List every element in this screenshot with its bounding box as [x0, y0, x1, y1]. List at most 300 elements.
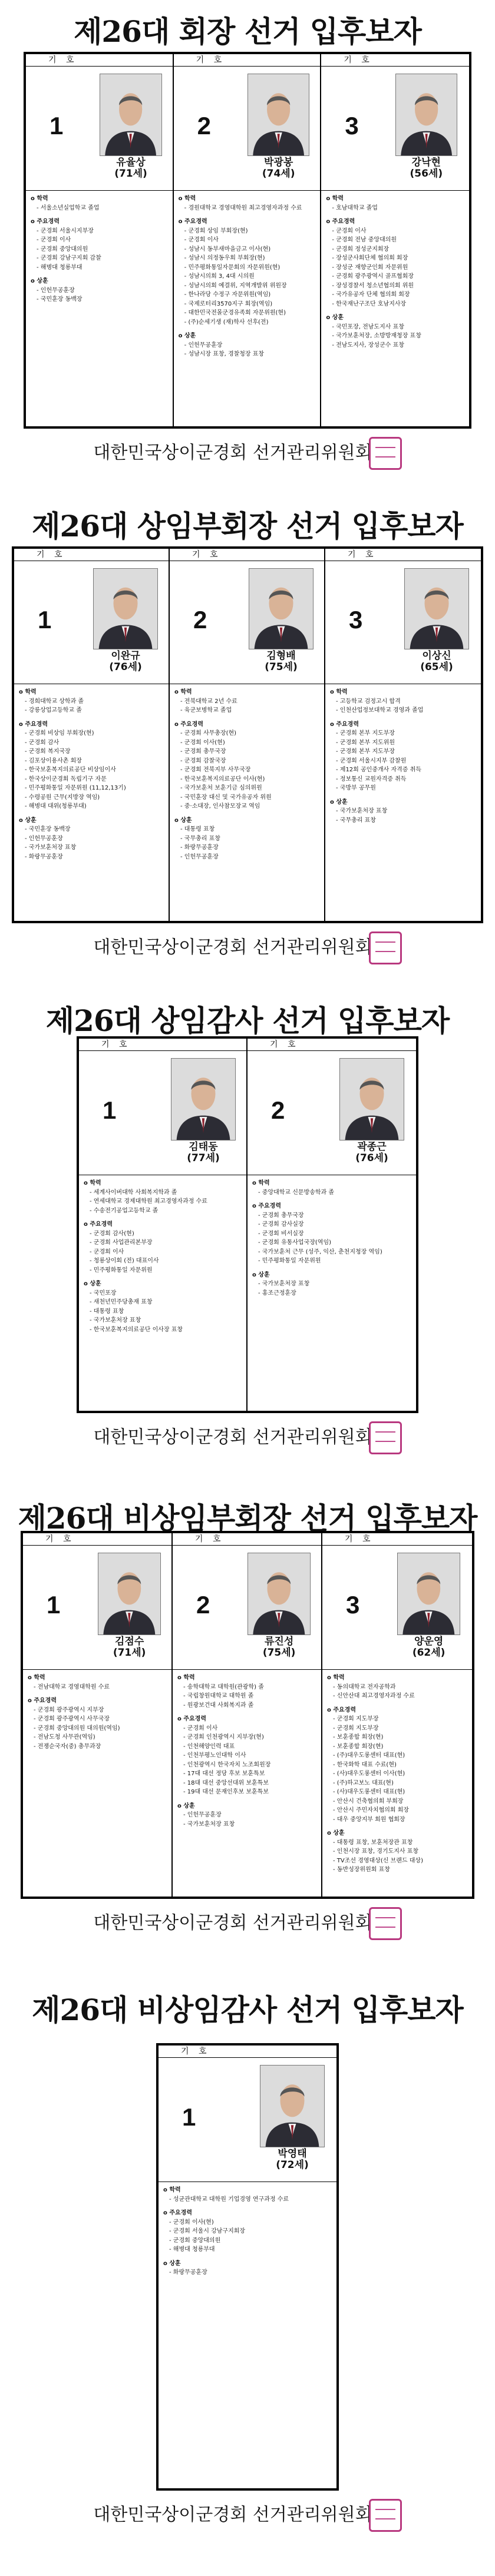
spacer — [177, 1829, 316, 1834]
awards-item: - 인헌무공훈장 — [183, 1812, 222, 1818]
candidate-column — [325, 549, 481, 921]
awards-item: - 인헌무공훈장 — [37, 287, 75, 294]
section-title: 제26대 비상임부회장 선거 입후보자 — [18, 1501, 477, 1536]
candidate-photo — [248, 74, 309, 156]
career-heading: o 주요경력 — [84, 1221, 113, 1228]
career-item: - 장성경찰서 청소년협의회 위원 — [332, 282, 414, 289]
career-item: - 군경회 이사(현) — [169, 2219, 214, 2226]
candidate-number: 1 — [38, 606, 52, 634]
spacer — [84, 1275, 242, 1279]
candidate-info — [330, 688, 476, 830]
edu-item: - 연세대학교 경제대학원 최고경영자과정 수료 — [90, 1198, 207, 1205]
career-item: - 18대 대선 중앙선대위 보훈특보 — [183, 1779, 269, 1786]
candidate-header — [23, 1546, 171, 1670]
candidate-number: 3 — [345, 112, 359, 140]
candidate-age: (74세) — [262, 168, 295, 180]
career-item: - 전쟁순국자(중) 총무과장 — [34, 1743, 101, 1750]
portrait-icon — [98, 1553, 160, 1635]
career-item: - 군경회 감사실장 — [258, 1221, 304, 1228]
edu-heading: o 학력 — [28, 1675, 45, 1681]
candidate-header — [174, 67, 321, 191]
portrait-icon — [396, 74, 457, 155]
career-item: - 민주평화통일 자문위원 — [90, 1267, 153, 1274]
career-item: - 국가보훈처 근무 (성주, 익산, 춘천지청장 역임) — [258, 1248, 382, 1255]
career-item: - 보훈종합 회장(현) — [333, 1734, 384, 1740]
candidate-column — [14, 549, 170, 921]
career-item: - 청룡상이회 (전) 대표이사 — [90, 1258, 159, 1264]
career-item: - 군경회 복지국장 — [25, 748, 71, 755]
spacer — [179, 213, 316, 217]
awards-item: - 대통령 표창 — [180, 826, 215, 833]
awards-item: - 국가보훈처장 표창 — [25, 844, 77, 851]
candidate-header — [322, 1546, 472, 1670]
tag-label: 기 호 — [248, 1039, 416, 1051]
career-item: - 국가보훈처 보훈기금 심의위원 — [180, 785, 262, 791]
spacer — [252, 1266, 411, 1271]
org-name: 대한민국상이군경회 선거관리위원회 — [93, 442, 372, 463]
awards-heading: o 상훈 — [177, 1802, 195, 1809]
edu-item: - 성균관대학교 대학원 기업경영 연구과정 수료 — [169, 2196, 289, 2203]
candidate-header — [321, 67, 469, 191]
edu-heading: o 학력 — [326, 195, 344, 202]
career-item: - 군경회 전남 중앙대의원 — [332, 237, 397, 243]
edu-heading: o 학력 — [252, 1180, 270, 1186]
career-item: - 군경회 서울시 강남구지회장 — [169, 2228, 246, 2234]
career-heading: o 주요경력 — [174, 721, 203, 728]
edu-item: - 육군보병학교 졸업 — [180, 707, 232, 714]
candidate-name: 유율상 — [116, 157, 146, 168]
candidate-name-box — [391, 1636, 466, 1659]
candidate-column — [23, 1533, 173, 1897]
career-item: - 군경회 서울시지부장 — [37, 227, 94, 234]
section-title: 제26대 비상임감사 선거 입후보자 — [32, 1992, 463, 2027]
career-item: - 국가유공자 단체 협의회 회장 — [332, 291, 410, 298]
career-item: - 국제로터리3570지구 회장(역임) — [184, 300, 273, 307]
career-heading: o 주요경력 — [177, 1716, 206, 1722]
candidate-photo — [100, 74, 161, 156]
career-item: - 군경회 서울시지부 감찰원 — [336, 757, 407, 764]
career-item: - 인천광역시 한국자치 노조회원장 — [183, 1761, 271, 1768]
awards-item: - 인헌무공훈장 — [184, 342, 223, 349]
career-item: - 군경회 정성군지회장 — [332, 246, 390, 253]
spacer — [326, 309, 464, 313]
candidate-photo — [93, 568, 158, 649]
awards-item: - 국가보훈처장 표창 — [90, 1317, 141, 1324]
career-item: - 군경회 지도부장 — [333, 1725, 379, 1732]
edu-item: - 강릉상업고등학교 졸 — [25, 707, 82, 714]
career-item: - 19대 대선 문재인후보 보훈특보 — [183, 1789, 269, 1795]
candidate-column — [26, 54, 174, 426]
career-item: - 군경회 이사(현) — [180, 739, 225, 746]
candidate-name: 이완규 — [111, 650, 140, 662]
career-item: - (주)하고보노 대표(현) — [333, 1779, 394, 1786]
edu-item: - 국립창원대학교 대학원 졸 — [183, 1693, 254, 1699]
career-item: - 한국화학 대표 수료(현) — [333, 1761, 397, 1768]
candidate-age: (71세) — [113, 1647, 146, 1659]
candidate-age: (75세) — [265, 661, 298, 673]
spacer — [327, 1701, 467, 1706]
candidate-age: (76세) — [355, 1152, 388, 1164]
candidate-name-box — [87, 651, 164, 673]
candidate-photo — [171, 1058, 236, 1141]
awards-item: - 인헌무공훈장 — [25, 835, 63, 842]
candidate-number: 1 — [47, 1591, 61, 1619]
edu-item: - 신안산대 최고경영자과정 수료 — [333, 1693, 415, 1699]
tag-label: 기 호 — [26, 54, 173, 67]
career-item: - 성남시의회 3, 4대 시의원 — [184, 273, 255, 280]
awards-item: - 동반성장위원회 표창 — [333, 1866, 390, 1873]
org-name: 대한민국상이군경회 선거관리위원회 — [93, 1912, 372, 1934]
candidate-board — [12, 546, 483, 923]
candidate-number: 2 — [197, 112, 212, 140]
candidate-age: (77세) — [187, 1152, 220, 1164]
edu-heading: o 학력 — [163, 2187, 181, 2193]
awards-item: - 인천시장 표창, 경기도지사 표창 — [333, 1848, 419, 1855]
edu-item: - 세계사이버대학 사회복지학과 졸 — [90, 1189, 177, 1196]
candidate-board — [24, 52, 471, 429]
awards-heading: o 상훈 — [84, 1281, 101, 1287]
candidate-name: 강낙현 — [411, 157, 441, 168]
candidate-number: 2 — [196, 1591, 210, 1619]
edu-item: - 중앙대학교 신문방송학과 졸 — [258, 1189, 335, 1196]
candidate-name-box — [254, 2149, 331, 2171]
candidate-photo — [404, 568, 469, 649]
spacer — [163, 2204, 332, 2209]
awards-item: - 국무총리 표창 — [336, 817, 376, 824]
tag-label: 기 호 — [79, 1039, 246, 1051]
candidate-age: (71세) — [114, 168, 147, 180]
candidate-name-box — [242, 1636, 316, 1659]
portrait-icon — [340, 1059, 404, 1140]
candidate-column — [322, 1533, 472, 1897]
candidate-info — [252, 1179, 411, 1302]
career-item: - 군경회 본부 지도위원 — [336, 739, 395, 746]
candidate-header — [79, 1051, 246, 1175]
career-item: - 한나라당 수정구 자문위원(역임) — [184, 291, 271, 298]
career-item: - 제12회 공인중개사 자격증 취득 — [336, 767, 421, 773]
edu-item: - 호남대학교 졸업 — [332, 204, 378, 211]
section-title: 제26대 회장 선거 입후보자 — [74, 14, 421, 49]
career-item: - 성남시 동부새마을금고 이사(현) — [184, 246, 271, 253]
career-item: - 군경회 본부 지도부장 — [336, 748, 395, 755]
org-footer — [0, 437, 495, 470]
edu-item: - 경희대학교 상학과 졸 — [25, 698, 84, 705]
spacer — [28, 1751, 167, 1756]
awards-item: - 국가보훈처장, 소방방재청장 표창 — [332, 333, 421, 339]
candidate-name: 이상신 — [422, 650, 451, 662]
candidate-header — [14, 561, 169, 684]
career-heading: o 주요경력 — [28, 1698, 57, 1704]
career-item: - 군경회 인천광역시 지부장(현) — [183, 1734, 264, 1740]
awards-heading: o 상훈 — [252, 1271, 270, 1278]
career-item: - 군경회 사업관리본부장 — [90, 1239, 153, 1246]
awards-item: - 화랑무공훈장 — [25, 853, 63, 860]
candidate-number: 1 — [103, 1096, 117, 1124]
candidate-photo — [395, 74, 457, 156]
spacer — [163, 2255, 332, 2259]
org-name: 대한민국상이군경회 선거관리위원회 — [93, 1427, 372, 1448]
spacer — [252, 1298, 411, 1302]
career-item: - 해병대 청룡부대 — [169, 2246, 215, 2253]
portrait-icon — [171, 1059, 235, 1140]
candidate-number: 2 — [271, 1096, 285, 1124]
org-footer — [0, 2499, 495, 2532]
career-item: - 성남시의회 예결위, 지역개발위 위원장 — [184, 282, 287, 289]
tag-label: 기 호 — [173, 1533, 321, 1546]
career-item: - 성남시 의정동우회 부회장(현) — [184, 255, 265, 261]
edu-item: - 전북대학교 2년 수료 — [180, 698, 237, 705]
candidate-photo — [260, 2065, 325, 2147]
candidate-column — [173, 1533, 322, 1897]
spacer — [177, 1797, 316, 1802]
career-item: - 정보통신 교원자격증 취득 — [336, 775, 407, 783]
candidate-photo — [98, 1553, 161, 1635]
edu-heading: o 학력 — [19, 689, 37, 695]
candidate-name-box — [242, 157, 315, 180]
spacer — [174, 715, 319, 720]
awards-item: - 국민훈장 동백장 — [25, 826, 71, 833]
seal-stamp-icon — [369, 2499, 402, 2532]
awards-item: - TV조선 경영대상(신 브랜드 대상) — [333, 1857, 423, 1864]
candidate-info — [31, 194, 168, 309]
career-item: - 김포상이용사촌 회장 — [25, 757, 82, 764]
career-heading: o 주요경력 — [31, 218, 60, 225]
career-item: - 군경회 광주광역시 사무국장 — [34, 1716, 110, 1722]
candidate-number: 2 — [193, 606, 207, 634]
career-item: - 군경회 사무총장(현) — [180, 730, 237, 737]
career-item: - 민주평화통일 자문위원 (11,12,13기) — [25, 785, 126, 791]
awards-item: - 국민포장, 전남도지사 표창 — [332, 323, 404, 330]
org-footer — [0, 1907, 495, 1940]
career-item: - 군경회 총무국장 — [180, 748, 226, 755]
spacer — [163, 2277, 332, 2282]
candidate-info — [19, 688, 164, 866]
career-heading: o 주요경력 — [327, 1706, 356, 1713]
career-item: - 군경회 이사 — [90, 1248, 124, 1255]
portrait-icon — [248, 1553, 310, 1635]
career-item: - 전남도청 사무관(역임) — [34, 1734, 95, 1740]
spacer — [31, 213, 168, 217]
candidate-column — [170, 549, 325, 921]
career-item: - (주)대우도롱센터 대표(현) — [333, 1752, 405, 1759]
career-item: - 장성군사회단체 협의회 회장 — [332, 255, 408, 261]
career-item: - (사)대우도롱센터 대표(현) — [333, 1789, 405, 1795]
awards-heading: o 상훈 — [326, 314, 344, 321]
candidate-info — [179, 194, 316, 364]
edu-item: - 송학대학교 대학원(관광학) 졸 — [183, 1683, 264, 1690]
career-item: - 군경회 감찰국장 — [180, 757, 226, 764]
candidate-header — [173, 1546, 321, 1670]
career-item: - 군경회 상임 부회장(현) — [184, 227, 248, 234]
spacer — [31, 272, 168, 277]
candidate-header — [26, 67, 173, 191]
career-item: - 군경회 중앙대의원 — [169, 2237, 221, 2244]
career-item: - 대우 중앙지부 회원 협회장 — [333, 1816, 405, 1823]
candidate-board — [156, 2043, 339, 2491]
tag-label: 기 호 — [23, 1533, 171, 1546]
edu-heading: o 학력 — [31, 195, 48, 202]
candidate-age: (76세) — [109, 661, 142, 673]
tag-label: 기 호 — [14, 549, 169, 561]
org-footer — [0, 931, 495, 964]
career-item: - 군경회 지도부장 — [333, 1716, 379, 1722]
edu-heading: o 학력 — [330, 689, 348, 695]
awards-heading: o 상훈 — [174, 817, 192, 824]
candidate-column — [248, 1039, 416, 1411]
spacer — [330, 793, 476, 798]
candidate-info — [327, 1673, 467, 1879]
candidate-board — [77, 1036, 418, 1413]
candidate-name: 박광봉 — [264, 157, 293, 168]
awards-item: - 대통령 표창 — [90, 1308, 124, 1315]
career-item: - 군경회 중앙대의원 — [37, 246, 88, 253]
candidate-photo — [339, 1058, 404, 1141]
spacer — [84, 1334, 242, 1339]
awards-item: - 한국보훈복지의료공단 이사장 표창 — [90, 1326, 183, 1333]
candidate-name-box — [334, 1142, 410, 1164]
awards-heading: o 상훈 — [31, 278, 48, 284]
career-item: - (주)순세기생 (재)학사 선후(전) — [184, 319, 269, 326]
candidate-info — [326, 194, 464, 354]
portrait-icon — [249, 569, 313, 649]
career-item: - 민주평화통일 자문위원 — [258, 1258, 321, 1264]
career-item: - 인천해양인력 대표 — [183, 1743, 235, 1750]
career-item: - 한국재난구조단 호남지사장 — [332, 300, 407, 307]
awards-item: - 국가보훈처장 표창 — [183, 1821, 235, 1828]
spacer — [31, 304, 168, 309]
career-item: - 군경회 유통사업국장(역임) — [258, 1239, 332, 1246]
career-item: - 군경회 총무국장 — [258, 1212, 304, 1219]
awards-heading: o 상훈 — [178, 333, 196, 339]
edu-item: - 인천산업정보대학교 경영과 졸업 — [336, 707, 424, 714]
spacer — [174, 811, 319, 816]
spacer — [174, 861, 319, 866]
candidate-name-box — [243, 651, 319, 673]
awards-item: - 국민포장 — [90, 1289, 117, 1297]
spacer — [28, 1692, 167, 1696]
career-item: - 국민훈장 대신 및 국가유공자 위원 — [180, 794, 272, 801]
candidate-name-box — [398, 651, 475, 673]
candidate-photo — [249, 568, 314, 649]
candidate-name: 김점수 — [115, 1636, 144, 1647]
edu-heading: o 학력 — [177, 1675, 195, 1681]
tag-label: 기 호 — [322, 1533, 472, 1546]
portrait-icon — [405, 569, 468, 649]
edu-heading: o 학력 — [178, 195, 196, 202]
candidate-number: 1 — [182, 2103, 196, 2131]
career-heading: o 주요경력 — [163, 2210, 192, 2216]
career-item: - 안산시 건축협의회 부회장 — [333, 1798, 404, 1805]
edu-item: - 원광보건대 사회복지과 졸 — [183, 1702, 254, 1709]
awards-item: - 인헌무공훈장 — [180, 853, 219, 860]
career-item: - 대한민국전몰군경유족회 자문위원(현) — [184, 310, 286, 316]
career-item: - 해병대 대위(청룡부대) — [25, 803, 87, 810]
career-item: - 한국보훈복지의료공단 비상임이사 — [25, 767, 116, 773]
spacer — [19, 811, 164, 816]
career-item: - 군경회 이사 — [37, 237, 71, 243]
candidate-age: (62세) — [412, 1647, 446, 1659]
candidate-photo — [397, 1553, 460, 1635]
edu-heading: o 학력 — [84, 1180, 101, 1186]
edu-item: - 수송전기공업고등학교 졸 — [90, 1207, 159, 1214]
career-item: - 군경회 이사 — [184, 237, 219, 243]
org-name: 대한민국상이군경회 선거관리위원회 — [93, 2504, 372, 2525]
candidate-info — [28, 1673, 167, 1756]
spacer — [326, 213, 464, 217]
spacer — [330, 715, 476, 720]
career-item: - 군경회 본부 지도부장 — [336, 730, 395, 737]
seal-stamp-icon — [369, 437, 402, 470]
career-item: - 군경회 감사 — [25, 739, 60, 746]
portrait-icon — [94, 569, 157, 649]
career-item: - 군경회 중앙대의원 대의원(역임) — [34, 1725, 120, 1732]
seal-stamp-icon — [369, 1907, 402, 1940]
candidate-name: 류진성 — [265, 1636, 294, 1647]
career-item: - 국방부 공무원 — [336, 785, 376, 791]
career-heading: o 주요경력 — [330, 721, 359, 728]
career-heading: o 주요경력 — [326, 218, 355, 225]
awards-item: - 국민훈장 동백장 — [37, 296, 82, 303]
section-title: 제26대 상임부회장 선거 입후보자 — [32, 509, 463, 543]
candidate-header — [170, 561, 324, 684]
awards-item: - 성남시장 표창, 경찰청장 표창 — [184, 351, 265, 357]
org-name: 대한민국상이군경회 선거관리위원회 — [93, 937, 372, 958]
awards-item: - 전남도지사, 장성군수 표창 — [332, 342, 404, 349]
spacer — [327, 1824, 467, 1829]
candidate-info — [163, 2186, 332, 2282]
career-item: - 군경회 비상임 부회장(현) — [25, 730, 94, 737]
seal-stamp-icon — [369, 931, 402, 964]
awards-item: - 새천년민주당총재 표창 — [90, 1299, 153, 1305]
career-item: - 군경회 비서실장 — [258, 1230, 304, 1237]
awards-heading: o 상훈 — [163, 2260, 181, 2267]
awards-item: - 국무총리 표창 — [180, 835, 220, 842]
candidate-age: (56세) — [410, 168, 443, 180]
tag-label: 기 호 — [325, 549, 481, 561]
career-item: - 군경회 전북지부 사무국장 — [180, 767, 251, 773]
spacer — [177, 1710, 316, 1715]
awards-heading: o 상훈 — [19, 817, 37, 824]
spacer — [327, 1875, 467, 1879]
career-item: - 군경회 감사(현) — [90, 1230, 134, 1237]
spacer — [84, 1215, 242, 1220]
candidate-header — [248, 1051, 416, 1175]
tag-label: 기 호 — [170, 549, 324, 561]
edu-item: - 전남대학교 경영대학원 수료 — [34, 1683, 110, 1690]
candidate-name: 양운영 — [414, 1636, 444, 1647]
candidate-name: 박영태 — [278, 2148, 307, 2160]
spacer — [179, 359, 316, 364]
edu-heading: o 학력 — [174, 689, 192, 695]
portrait-icon — [398, 1553, 460, 1635]
candidate-number: 3 — [349, 606, 363, 634]
portrait-icon — [248, 74, 309, 155]
edu-item: - 고등학교 검정고시 합격 — [336, 698, 401, 705]
seal-stamp-icon — [369, 1421, 402, 1454]
career-item: - 한국보훈복지의료공단 이사(현) — [180, 775, 265, 783]
candidate-column — [174, 54, 322, 426]
career-item: - (사)대우도롱센터 이사(현) — [333, 1771, 405, 1777]
career-item: - 군경회 이사 — [183, 1725, 218, 1732]
career-item: - 군경회 이사 — [332, 227, 367, 234]
candidate-board — [21, 1531, 474, 1899]
spacer — [179, 327, 316, 331]
candidate-photo — [248, 1553, 311, 1635]
awards-item: - 화랑무공훈장 — [180, 844, 219, 851]
candidate-number: 1 — [50, 112, 64, 140]
awards-item: - 국가보훈처장 표창 — [258, 1281, 310, 1287]
spacer — [330, 825, 476, 830]
